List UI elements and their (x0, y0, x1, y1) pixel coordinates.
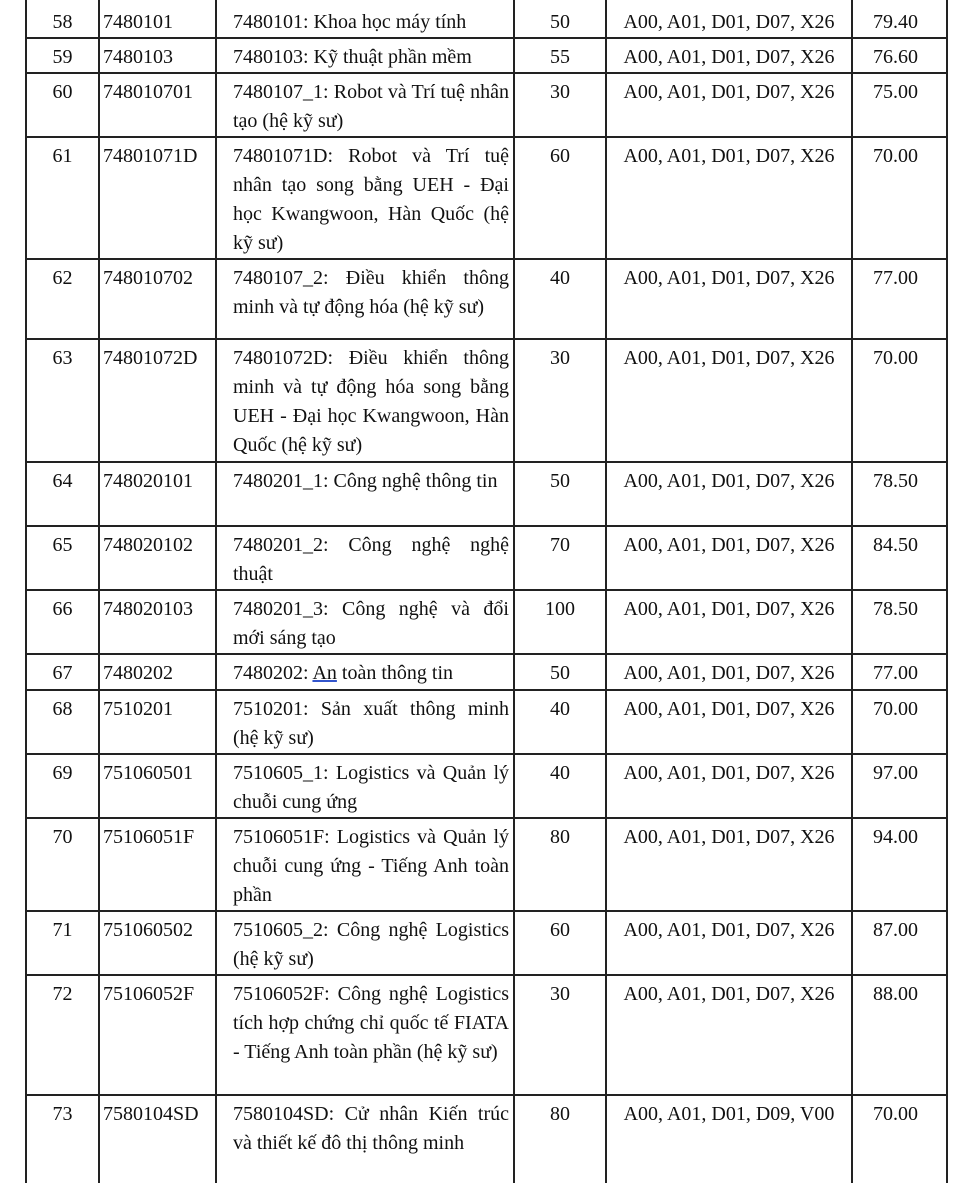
subject-combinations: A00, A01, D01, D07, X26 (606, 0, 852, 38)
subject-combinations: A00, A01, D01, D07, X26 (606, 73, 852, 137)
table-row (26, 38, 947, 73)
quota: 40 (514, 259, 606, 339)
program-code: 751060501 (99, 754, 216, 818)
quota: 50 (514, 462, 606, 526)
table-row (26, 1095, 947, 1183)
program-name: 7510605_2: Công nghệ Logistics (hệ kỹ sư) (216, 911, 514, 975)
row-number: 64 (26, 462, 99, 526)
table-row (26, 754, 947, 818)
table-row (26, 339, 947, 462)
quota: 50 (514, 654, 606, 690)
quota: 70 (514, 526, 606, 590)
subject-combinations: A00, A01, D01, D07, X26 (606, 654, 852, 690)
table-row (26, 654, 947, 690)
program-code: 74801071D (99, 137, 216, 259)
table-row (26, 73, 947, 137)
score: 77.00 (852, 259, 947, 339)
score: 97.00 (852, 754, 947, 818)
program-name: 74801071D: Robot và Trí tuệ nhân tạo song bằng UEH - Đại học Kwangwoon, Hàn Quốc (hệ kỹ sư) (216, 137, 514, 259)
row-number: 72 (26, 975, 99, 1095)
quota: 30 (514, 975, 606, 1095)
quota: 40 (514, 754, 606, 818)
subject-combinations: A00, A01, D01, D09, V00 (606, 1095, 852, 1183)
quota: 80 (514, 818, 606, 911)
program-name: 7480201_2: Công nghệ nghệ thuật (216, 526, 514, 590)
program-name-suffix: toàn thông tin (336, 662, 454, 684)
quota: 30 (514, 339, 606, 462)
program-name: 7510605_1: Logistics và Quản lý chuỗi cung ứng (216, 754, 514, 818)
score: 94.00 (852, 818, 947, 911)
row-number: 73 (26, 1095, 99, 1183)
program-code: 7480101 (99, 0, 216, 38)
score: 88.00 (852, 975, 947, 1095)
subject-combinations: A00, A01, D01, D07, X26 (606, 38, 852, 73)
quota: 55 (514, 38, 606, 73)
subject-combinations: A00, A01, D01, D07, X26 (606, 462, 852, 526)
table-row (26, 690, 947, 754)
quota: 30 (514, 73, 606, 137)
subject-combinations: A00, A01, D01, D07, X26 (606, 690, 852, 754)
score: 78.50 (852, 462, 947, 526)
table-row (26, 526, 947, 590)
row-number: 62 (26, 259, 99, 339)
admission-table (25, 0, 948, 1183)
quota: 80 (514, 1095, 606, 1183)
table-body (26, 0, 947, 1183)
score: 79.40 (852, 0, 947, 38)
row-number: 65 (26, 526, 99, 590)
table-row (26, 911, 947, 975)
subject-combinations: A00, A01, D01, D07, X26 (606, 137, 852, 259)
quota: 100 (514, 590, 606, 654)
spellcheck-underlined-word: An (312, 662, 337, 684)
score: 75.00 (852, 73, 947, 137)
score: 70.00 (852, 339, 947, 462)
table-row (26, 137, 947, 259)
program-code: 748020103 (99, 590, 216, 654)
program-name: 75106052F: Công nghệ Logistics tích hợp chứng chỉ quốc tế FIATA - Tiếng Anh toàn phần (hệ kỹ sư) (216, 975, 514, 1095)
table-row (26, 590, 947, 654)
score: 70.00 (852, 137, 947, 259)
program-name-prefix: 7480202: (233, 662, 313, 684)
program-name: 7510201: Sản xuất thông minh (hệ kỹ sư) (216, 690, 514, 754)
row-number: 68 (26, 690, 99, 754)
quota: 50 (514, 0, 606, 38)
score: 87.00 (852, 911, 947, 975)
row-number: 67 (26, 654, 99, 690)
row-number: 70 (26, 818, 99, 911)
subject-combinations: A00, A01, D01, D07, X26 (606, 339, 852, 462)
program-code: 75106051F (99, 818, 216, 911)
program-name (216, 654, 514, 690)
program-code: 74801072D (99, 339, 216, 462)
score: 70.00 (852, 690, 947, 754)
score: 84.50 (852, 526, 947, 590)
program-code: 748020102 (99, 526, 216, 590)
row-number: 71 (26, 911, 99, 975)
score: 78.50 (852, 590, 947, 654)
program-name: 7480201_1: Công nghệ thông tin (216, 462, 514, 526)
program-name: 7480101: Khoa học máy tính (216, 0, 514, 38)
program-code: 748010702 (99, 259, 216, 339)
row-number: 59 (26, 38, 99, 73)
row-number: 66 (26, 590, 99, 654)
score: 70.00 (852, 1095, 947, 1183)
program-code: 7510201 (99, 690, 216, 754)
program-code: 751060502 (99, 911, 216, 975)
program-code: 748020101 (99, 462, 216, 526)
subject-combinations: A00, A01, D01, D07, X26 (606, 754, 852, 818)
program-code: 7480103 (99, 38, 216, 73)
subject-combinations: A00, A01, D01, D07, X26 (606, 259, 852, 339)
quota: 40 (514, 690, 606, 754)
program-name: 7480103: Kỹ thuật phần mềm (216, 38, 514, 73)
program-code: 75106052F (99, 975, 216, 1095)
row-number: 58 (26, 0, 99, 38)
table-row (26, 975, 947, 1095)
program-name: 7580104SD: Cử nhân Kiến trúc và thiết kế đô thị thông minh (216, 1095, 514, 1183)
score: 77.00 (852, 654, 947, 690)
program-name: 7480107_1: Robot và Trí tuệ nhân tạo (hệ kỹ sư) (216, 73, 514, 137)
subject-combinations: A00, A01, D01, D07, X26 (606, 590, 852, 654)
table-row (26, 462, 947, 526)
row-number: 69 (26, 754, 99, 818)
program-name: 75106051F: Logistics và Quản lý chuỗi cung ứng - Tiếng Anh toàn phần (216, 818, 514, 911)
program-code: 7480202 (99, 654, 216, 690)
row-number: 63 (26, 339, 99, 462)
subject-combinations: A00, A01, D01, D07, X26 (606, 911, 852, 975)
quota: 60 (514, 137, 606, 259)
program-code: 7580104SD (99, 1095, 216, 1183)
subject-combinations: A00, A01, D01, D07, X26 (606, 526, 852, 590)
program-name: 74801072D: Điều khiển thông minh và tự động hóa song bằng UEH - Đại học Kwangwoon, Hàn Quốc (hệ kỹ sư) (216, 339, 514, 462)
row-number: 61 (26, 137, 99, 259)
row-number: 60 (26, 73, 99, 137)
program-name: 7480107_2: Điều khiển thông minh và tự động hóa (hệ kỹ sư) (216, 259, 514, 339)
program-name: 7480201_3: Công nghệ và đổi mới sáng tạo (216, 590, 514, 654)
score: 76.60 (852, 38, 947, 73)
table-row (26, 0, 947, 38)
quota: 60 (514, 911, 606, 975)
subject-combinations: A00, A01, D01, D07, X26 (606, 818, 852, 911)
table-row (26, 259, 947, 339)
program-code: 748010701 (99, 73, 216, 137)
subject-combinations: A00, A01, D01, D07, X26 (606, 975, 852, 1095)
table-row (26, 818, 947, 911)
